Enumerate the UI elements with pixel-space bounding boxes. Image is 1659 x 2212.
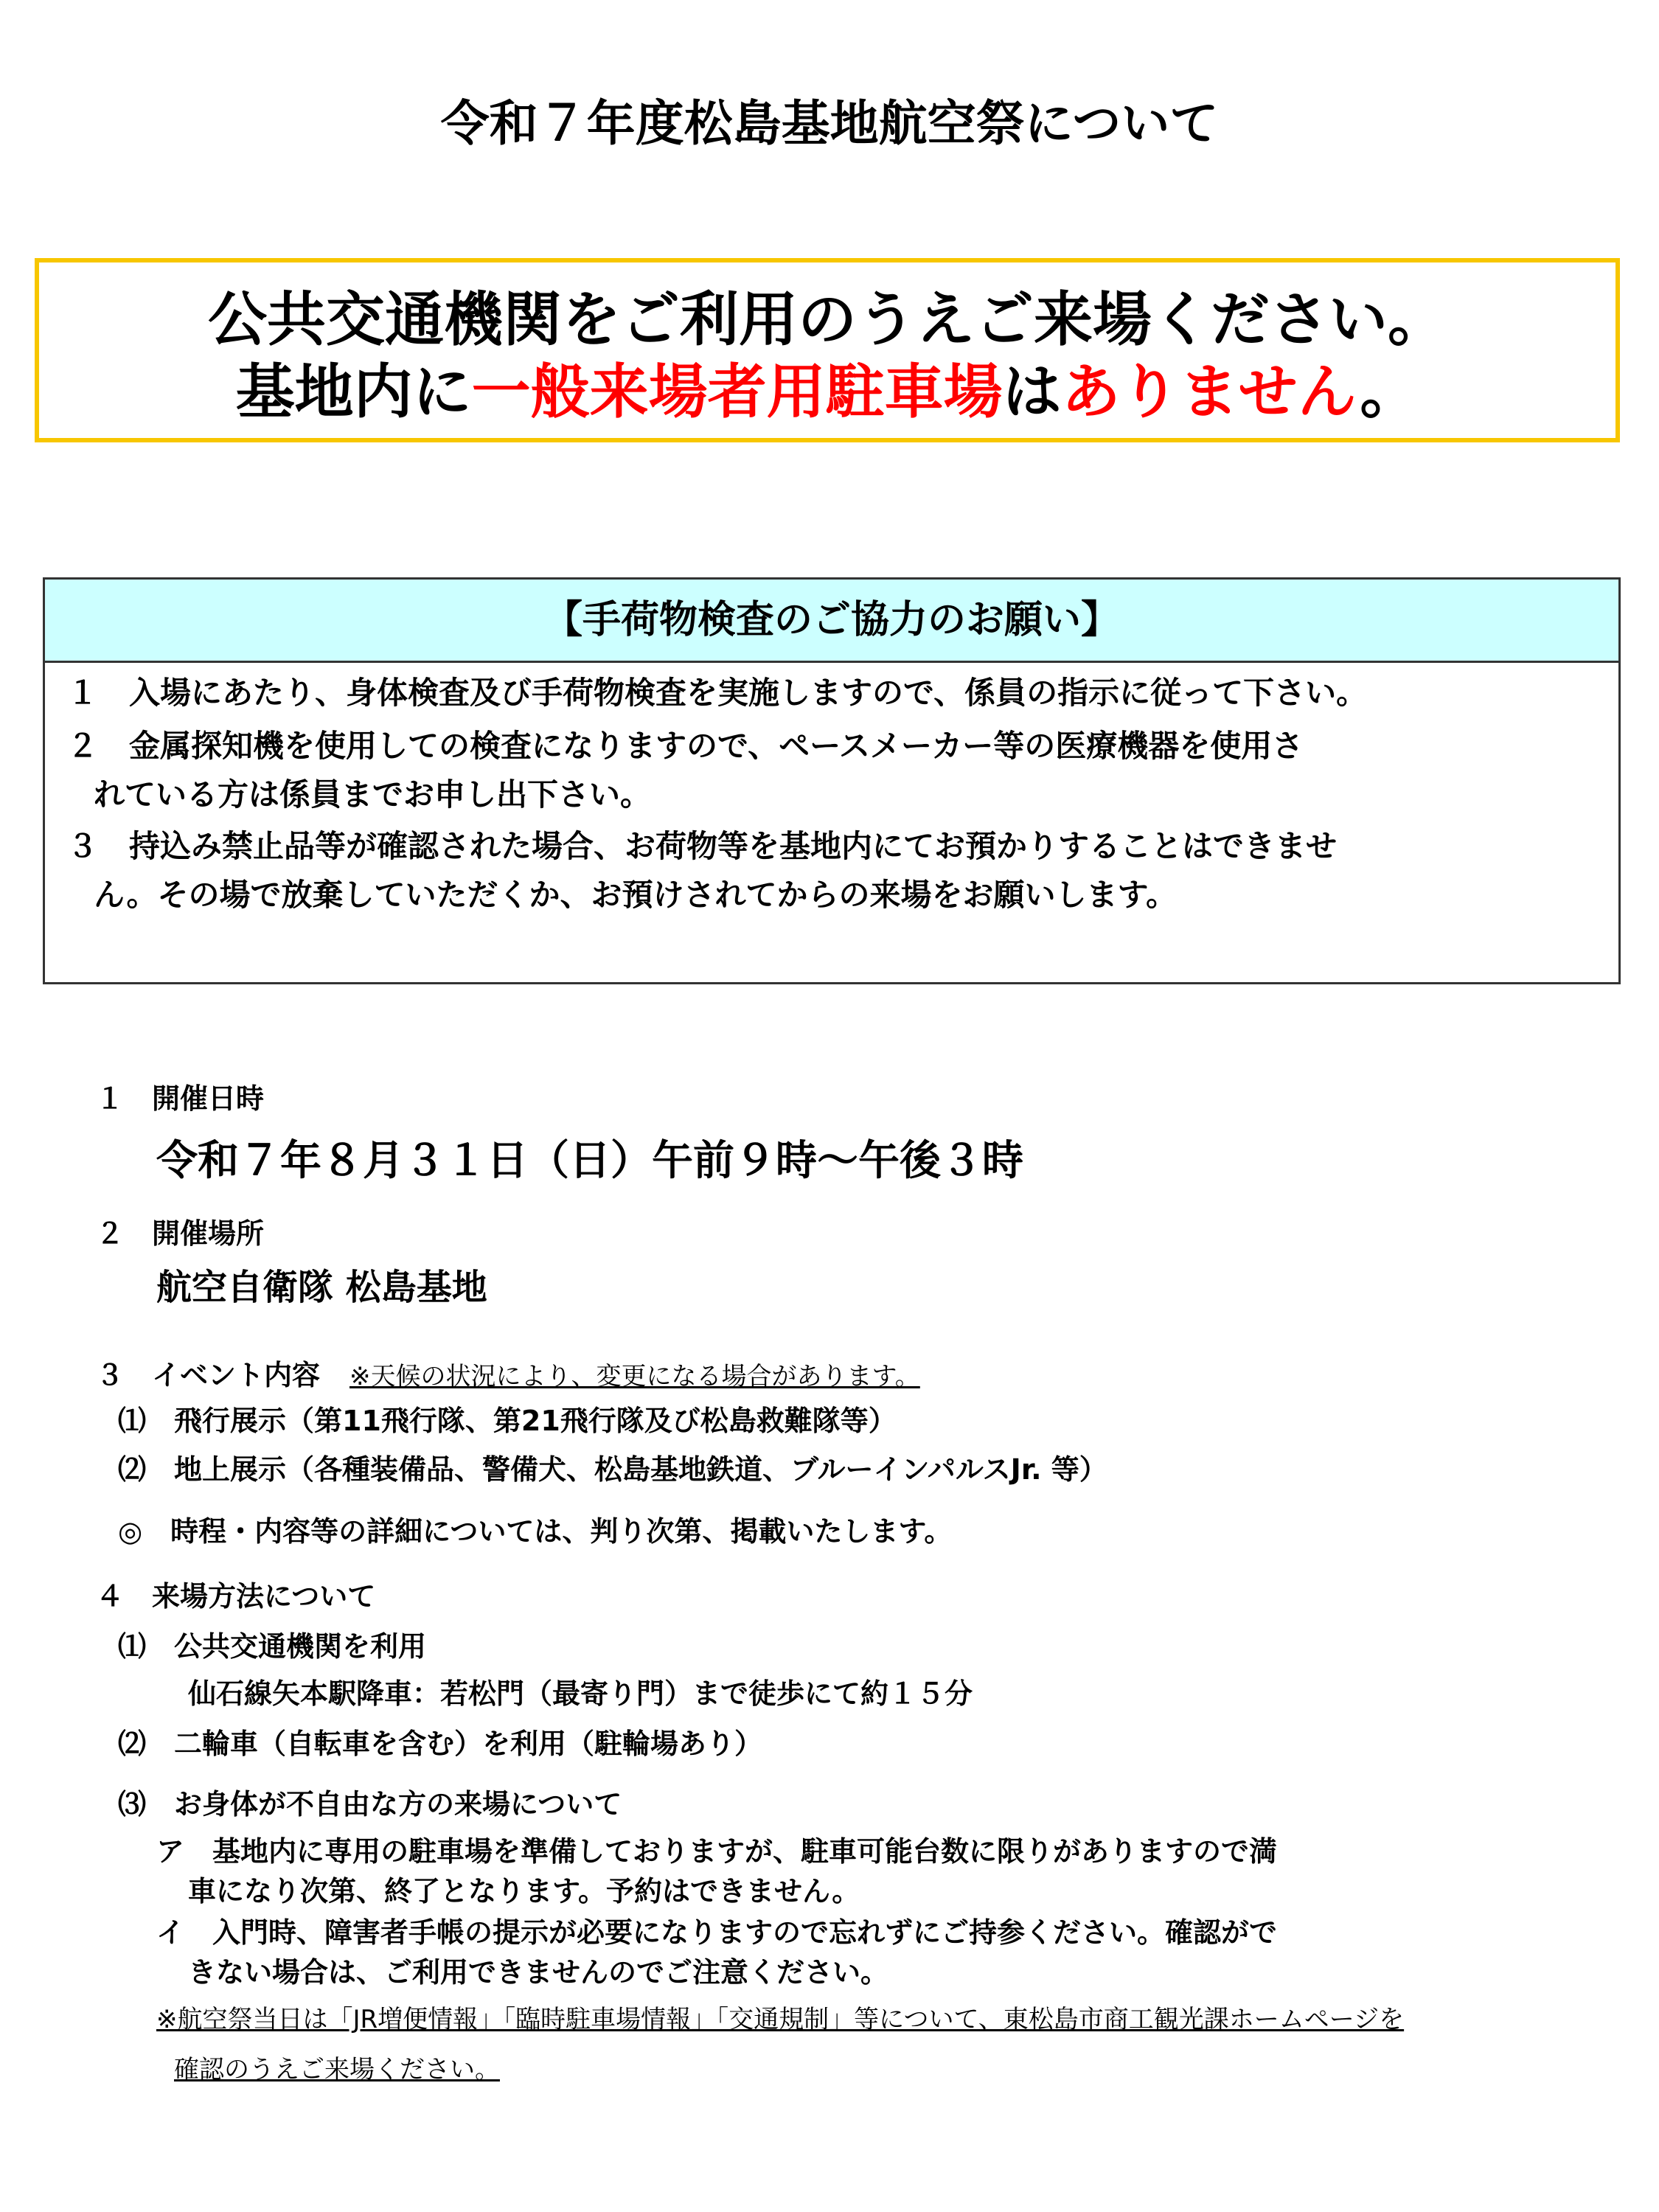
access-item: ア 基地内に専用の駐車場を準備しておりますが、駐車可能台数に限りがありますので満	[156, 1835, 1278, 1868]
footnote-line-1: ※航空祭当日は「JR増便情報」「臨時駐車場情報」「交通規制」等について、東松島市商工観光課ホームページを	[156, 2005, 1405, 2034]
access-item: 仙石線矢本駅降車：若松門（最寄り門）まで徒歩にて約１５分	[188, 1677, 973, 1710]
footnote-line-2: 確認のうえご来場ください。	[174, 2055, 500, 2084]
notice-text: 。	[1360, 358, 1419, 426]
section-4-heading: ４ 来場方法について	[96, 1580, 376, 1613]
inspection-line: ２ 金属探知機を使用しての検査になりますので、ペースメーカー等の医療機器を使用さ	[67, 728, 1304, 764]
event-item-flight: ⑴ 飛行展示（第11飛行隊、第21飛行隊及び松島救難隊等）	[118, 1405, 897, 1437]
weather-note: ※天候の状況により、変更になる場合があります。	[349, 1362, 920, 1391]
section-3-title: ３ イベント内容	[96, 1359, 321, 1391]
access-item: 車になり次第、終了となります。予約はできません。	[188, 1875, 860, 1907]
access-item: ⑶ お身体が不自由な方の来場について	[118, 1788, 622, 1820]
section-1-heading: １ 開催日時	[96, 1082, 265, 1115]
access-item: ⑵ 二輪車（自転車を含む）を利用（駐輪場あり）	[118, 1728, 763, 1760]
event-date: 令和７年８月３１日（日）午前９時～午後３時	[156, 1137, 1023, 1185]
notice-line-1: 公共交通機関をご利用のうえご来場ください。	[208, 285, 1447, 354]
section-2-heading: ２ 開催場所	[96, 1217, 265, 1250]
notice-box	[35, 258, 1620, 442]
inspection-line: ３ 持込み禁止品等が確認された場合、お荷物等を基地内にてお預かりすることはできませ	[67, 828, 1338, 864]
access-item: ⑴ 公共交通機関を利用	[118, 1630, 427, 1663]
page-title: 令和７年度松島基地航空祭について	[440, 95, 1219, 152]
notice-emphasis-none: ありません	[1061, 358, 1360, 426]
notice-text: 基地内に	[235, 358, 472, 426]
notice-line-2	[39, 357, 1615, 428]
inspection-box	[43, 577, 1621, 984]
section-3-heading	[96, 1357, 920, 1395]
event-venue: 航空自衛隊 松島基地	[156, 1267, 487, 1308]
event-item-ground: ⑵ 地上展示（各種装備品、警備犬、松島基地鉄道、ブルーインパルスJr. 等）	[118, 1453, 1107, 1486]
notice-emphasis-parking: 一般来場者用駐車場	[471, 358, 1003, 426]
access-item: きない場合は、ご利用できませんのでご注意ください。	[188, 1956, 889, 1989]
event-item-schedule: ◎ 時程・内容等の詳細については、判り次第、掲載いたします。	[118, 1515, 953, 1548]
inspection-line: れている方は係員までお申し出下さい。	[94, 776, 652, 813]
inspection-line: １ 入場にあたり、身体検査及び手荷物検査を実施しますので、係員の指示に従って下さい。	[67, 675, 1368, 711]
inspection-heading: 【手荷物検査のご協力のお願い】	[45, 580, 1618, 663]
notice-text: は	[1002, 358, 1062, 426]
inspection-line: ん。その場で放棄していただくか、お預けされてからの来場をお願いします。	[94, 877, 1178, 913]
access-item: イ 入門時、障害者手帳の提示が必要になりますので忘れずにご持参ください。確認がで	[156, 1916, 1278, 1949]
